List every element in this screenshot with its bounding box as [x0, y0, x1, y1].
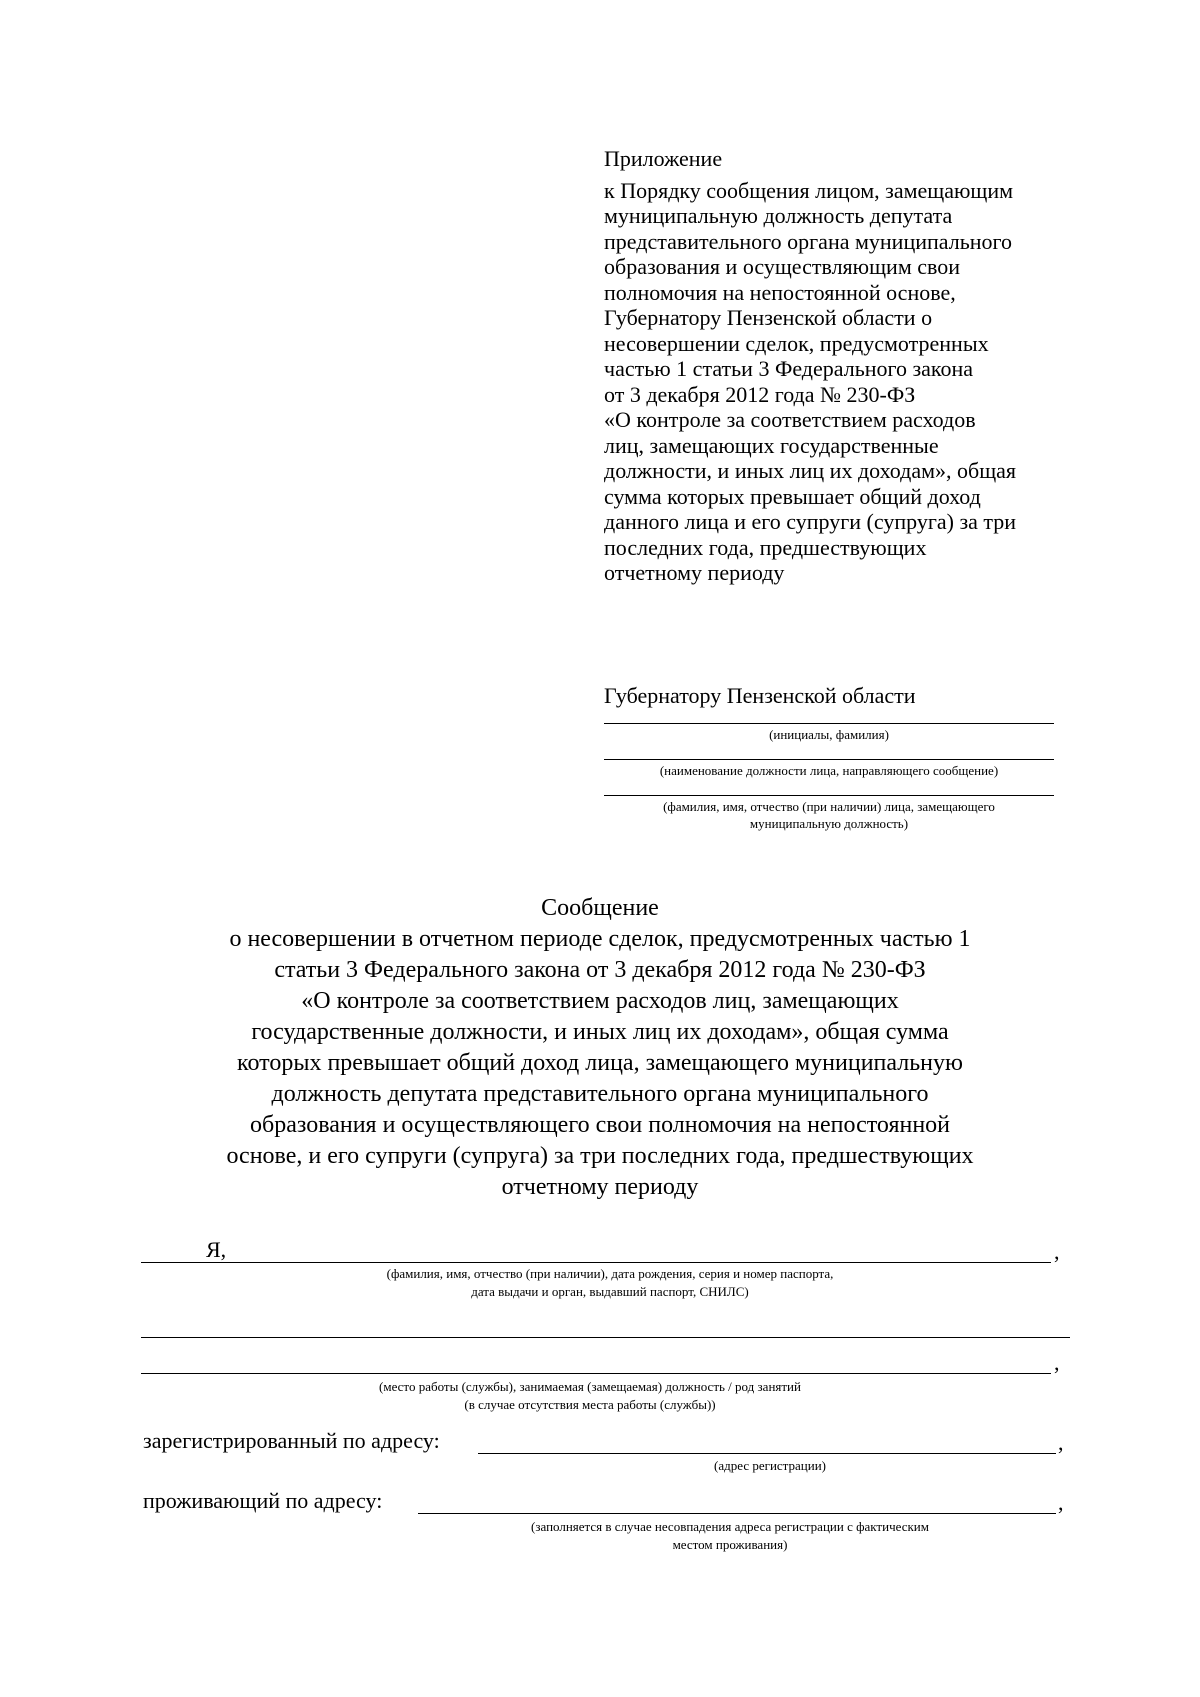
- living-comma: ,: [1058, 1490, 1064, 1515]
- message-line: основе, и его супруги (супруга) за три последних года, предшествующих: [226, 1143, 974, 1169]
- appendix-line: Губернатору Пензенской области о: [604, 305, 933, 330]
- work-caption-line1: (место работы (службы), занимаемая (замещаемая) должность / род занятий: [379, 1379, 801, 1394]
- position-blank-line[interactable]: [604, 759, 1054, 760]
- addressee-governor: Губернатору Пензенской области: [604, 683, 916, 708]
- fio-caption-line2: муниципальную должность): [749, 816, 909, 831]
- appendix-line: последних года, предшествующих: [604, 534, 927, 560]
- person-comma: ,: [1054, 1239, 1060, 1264]
- message-line: «О контроле за соответствием расходов лиц, замещающих: [301, 988, 899, 1014]
- person-extra-blank-line[interactable]: [141, 1337, 1070, 1338]
- appendix-line: данного лица и его супруги (супруга) за три: [604, 509, 1017, 534]
- appendix-title: Приложение: [604, 146, 723, 171]
- initials-blank-line[interactable]: [604, 723, 1054, 724]
- living-label: проживающий по адресу:: [143, 1488, 383, 1513]
- message-heading: [120, 893, 1080, 1203]
- position-caption: (наименование должности лица, направляющего сообщение): [659, 763, 999, 778]
- appendix-line: полномочия на непостоянной основе,: [604, 279, 956, 305]
- message-line: государственные должности, и иных лиц их доходам», общая сумма: [251, 1019, 949, 1045]
- registration-caption: (адрес регистрации): [714, 1458, 826, 1473]
- appendix-line: лиц, замещающих государственные: [604, 432, 939, 458]
- registered-comma: ,: [1058, 1430, 1064, 1455]
- initials-caption: (инициалы, фамилия): [769, 727, 889, 742]
- registered-label: зарегистрированный по адресу:: [143, 1428, 440, 1453]
- fio-caption-line1: (фамилия, имя, отчество (при наличии) лица, замещающего: [663, 799, 995, 814]
- work-caption-line2: (в случае отсутствия места работы (службы)): [464, 1397, 716, 1412]
- work-comma: ,: [1054, 1350, 1060, 1375]
- appendix-line: образования и осуществляющим свои: [604, 254, 961, 279]
- message-line: о несовершении в отчетном периоде сделок, предусмотренных частью 1: [229, 926, 971, 952]
- message-line: должность депутата представительного органа муниципального: [271, 1081, 929, 1107]
- appendix-line: представительного органа муниципального: [604, 228, 1012, 254]
- registered-address-line[interactable]: [478, 1453, 1056, 1454]
- addressee-block: [604, 683, 1064, 832]
- message-line: статьи 3 Федерального закона от 3 декабря 2012 года № 230-ФЗ: [274, 957, 926, 983]
- person-blank-line[interactable]: [141, 1262, 1051, 1263]
- message-line: отчетному периоду: [501, 1174, 699, 1200]
- living-caption-line2: местом проживания): [672, 1537, 788, 1552]
- appendix-line: к Порядку сообщения лицом, замещающим: [604, 177, 1014, 203]
- appendix-line: от 3 декабря 2012 года № 230-ФЗ: [604, 381, 916, 407]
- work-blank-line[interactable]: [141, 1373, 1051, 1374]
- message-line: образования и осуществляющего свои полномочия на непостоянной: [249, 1112, 951, 1138]
- message-line: которых превышает общий доход лица, замещающего муниципальную: [237, 1050, 963, 1076]
- appendix-block: [604, 146, 1074, 586]
- appendix-line: муниципальную должность депутата: [604, 203, 953, 228]
- i-label: Я,: [206, 1237, 227, 1262]
- appendix-line: сумма которых превышает общий доход: [604, 483, 981, 509]
- appendix-line: должности, и иных лиц их доходам», общая: [604, 458, 1017, 483]
- message-title: Сообщение: [541, 895, 659, 921]
- living-address-line[interactable]: [418, 1513, 1056, 1514]
- appendix-line: «О контроле за соответствием расходов: [604, 407, 976, 432]
- appendix-line: частью 1 статьи 3 Федерального закона: [604, 356, 974, 381]
- fio-blank-line[interactable]: [604, 795, 1054, 796]
- living-caption-line1: (заполняется в случае несовпадения адреса регистрации с фактическим: [531, 1519, 929, 1534]
- person-caption-line2: дата выдачи и орган, выдавший паспорт, СНИЛС): [471, 1284, 749, 1299]
- appendix-line: отчетному периоду: [604, 560, 785, 585]
- person-caption-line1: (фамилия, имя, отчество (при наличии), дата рождения, серия и номер паспорта,: [386, 1266, 834, 1281]
- appendix-line: несовершении сделок, предусмотренных: [604, 330, 989, 356]
